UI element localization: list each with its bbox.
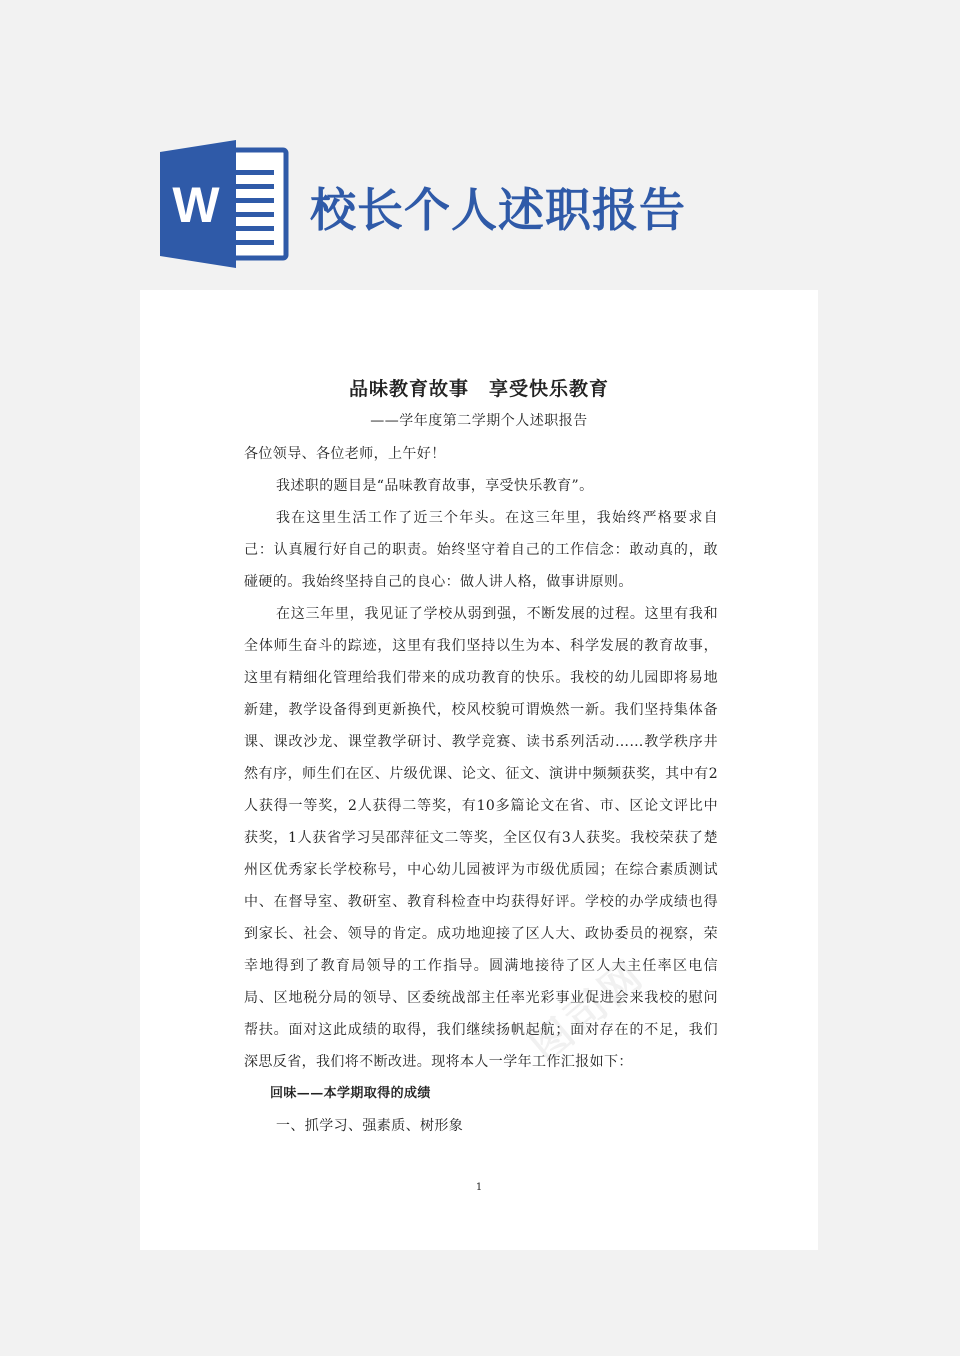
topic-paragraph: 我述职的题目是“品味教育故事，享受快乐教育”。 — [276, 478, 594, 494]
greeting-paragraph: 各位领导、各位老师，上午好！ — [244, 446, 446, 462]
section-heading: 回味——本学期取得的成绩 — [270, 1086, 431, 1101]
report-subtitle: ——学年度第二学期个人述职报告 — [370, 413, 588, 429]
body-paragraph: 在这三年里，我见证了学校从弱到强，不断发展的过程。这里有我和全体师生奋斗的踪迹，这里有我们坚持以生为本、科学发展的教育故事，这里有精细化管理给我们带来的成功教育的快乐。我校的幼儿园即将易地新建，教学设备得到更新换代，校风校貌可谓焕然一新。我们坚持集体备课、课改沙龙、课堂教学研讨、教学竞赛、读书系列活动……教学秩序井然有序，师生们在区、片级优课、论文、征文、演讲中频频获奖，其中有2人获得一等奖，2人获得二等奖，有10多篇论文在省、市、区论文评比中获奖，1人获省学习吴邵萍征文二等奖，全区仅有3人获奖。我校荣获了楚州区优秀家长学校称号，中心幼儿园被评为市级优质园；在综合素质测试中、在督导室、教研室、教育科检查中均获得好评。学校的办学成绩也得到家长、社会、领导的肯定。成功地迎接了区人大、政协委员的视察，荣幸地得到了教育局领导的工作指导。圆满地接待了区人大主任率区电信局、区地税分局的领导、区委统战部主任率光彩事业促进会来我校的慰问帮扶。面对这此成绩的取得，我们继续扬帆起航；面对存在的不足，我们深思反省，我们将不断改进。现将本人一学年工作汇报如下： — [244, 606, 718, 1070]
document-header — [160, 140, 860, 270]
word-icon-letter: W — [172, 177, 220, 233]
body-paragraph: 我在这里生活工作了近三个年头。在这三年里，我始终严格要求自己：认真履行好自己的职责。始终坚守着自己的工作信念：敢动真的，敢碰硬的。我始终坚持自己的良心：做人讲人格，做事讲原则。 — [244, 510, 718, 590]
page-number: 1 — [475, 1182, 483, 1193]
subsection-heading: 一、抓学习、强素质、树形象 — [276, 1118, 464, 1134]
report-title: 品味教育故事 享受快乐教育 — [348, 378, 609, 400]
watermark: 图司网 — [522, 951, 654, 1072]
report-body — [244, 438, 718, 1142]
document-heading: 校长个人述职报告 — [310, 183, 686, 237]
document-page — [140, 290, 818, 1250]
word-document-icon — [160, 140, 290, 268]
